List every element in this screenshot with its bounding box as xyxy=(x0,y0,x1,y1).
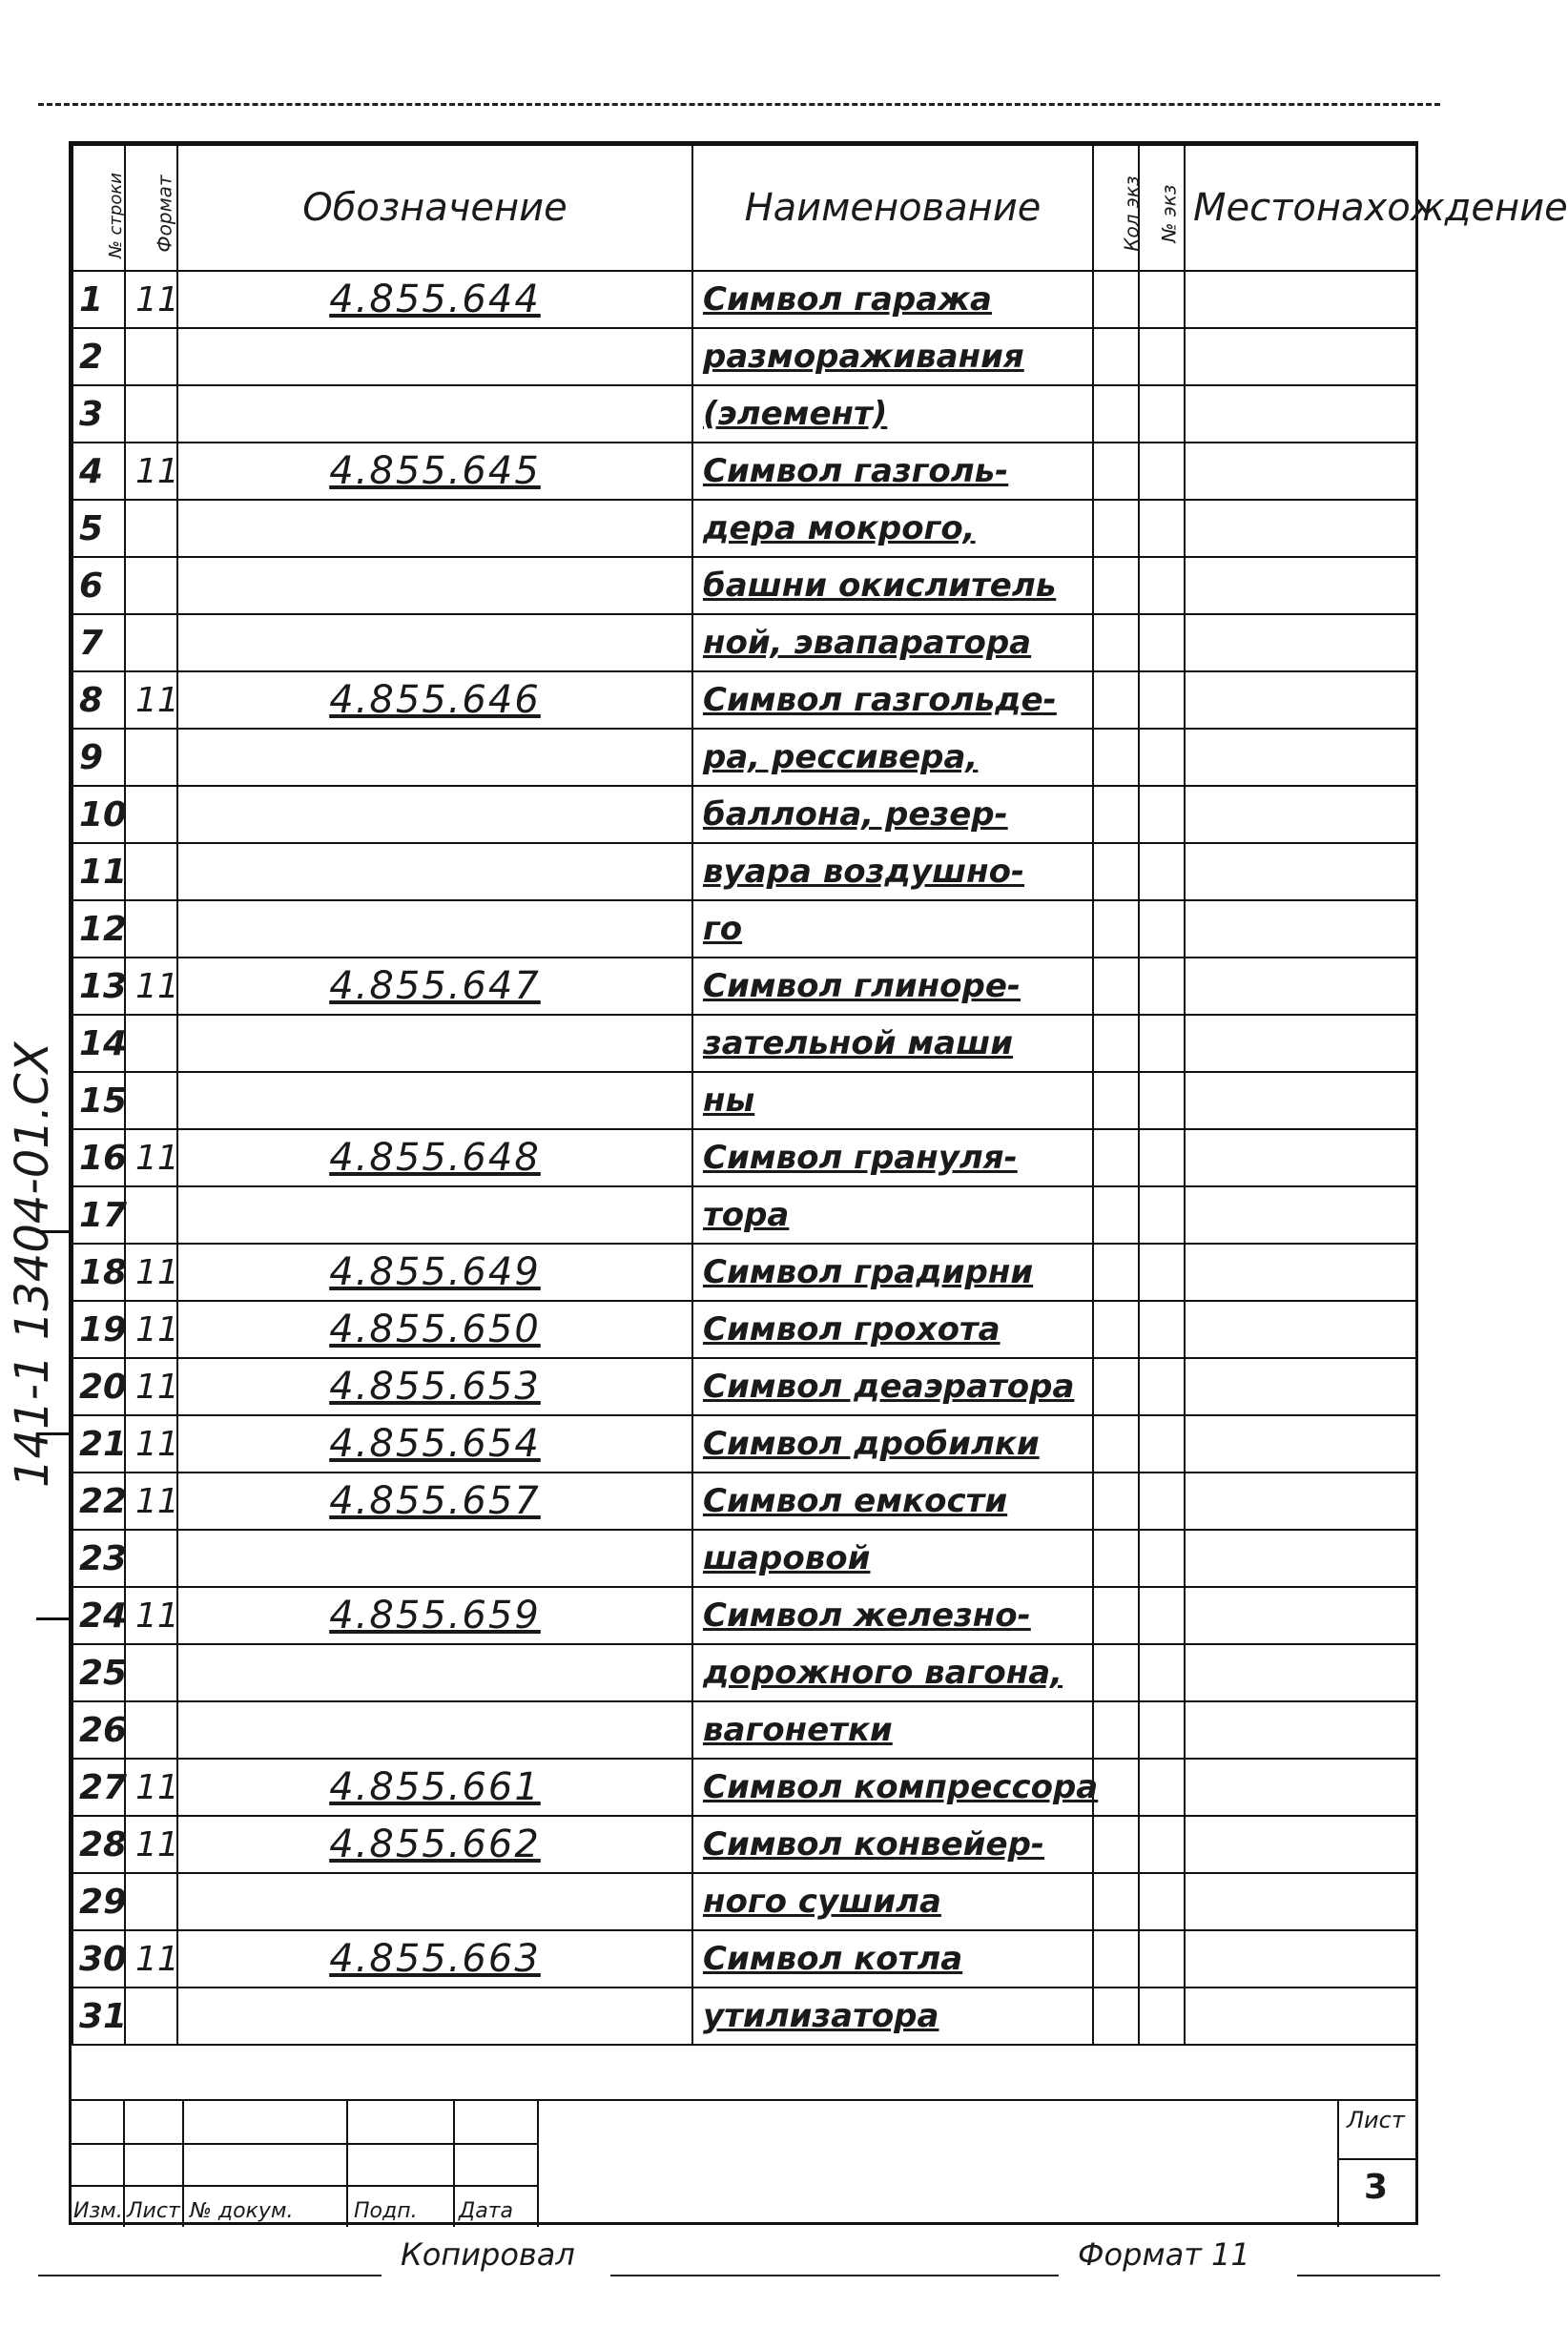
table-row xyxy=(72,1358,1416,1415)
specification-sheet xyxy=(69,141,1568,2225)
row-qty xyxy=(1093,1873,1139,1930)
row-qty xyxy=(1093,1988,1139,2045)
row-name: Символ грануля- xyxy=(692,1129,1093,1186)
row-format: 11 xyxy=(125,1816,177,1873)
row-name: ного сушила xyxy=(692,1873,1093,1930)
row-location xyxy=(1185,328,1416,385)
row-designation: 4.855.646 xyxy=(177,671,692,729)
row-designation: 4.855.644 xyxy=(177,271,692,328)
row-qty xyxy=(1093,500,1139,557)
row-number: 4 xyxy=(72,443,125,500)
row-number: 14 xyxy=(72,1015,125,1072)
row-location xyxy=(1185,614,1416,671)
row-format: 11 xyxy=(125,1358,177,1415)
row-location xyxy=(1185,1473,1416,1530)
row-location xyxy=(1185,1186,1416,1244)
table-row xyxy=(72,958,1416,1015)
table-row xyxy=(72,1244,1416,1301)
row-location xyxy=(1185,1759,1416,1816)
row-number: 19 xyxy=(72,1301,125,1358)
row-copy-no xyxy=(1139,1759,1185,1816)
row-qty xyxy=(1093,1701,1139,1759)
row-number: 22 xyxy=(72,1473,125,1530)
row-copy-no xyxy=(1139,1358,1185,1415)
row-name: Символ деаэратора xyxy=(692,1358,1093,1415)
row-copy-no xyxy=(1139,1244,1185,1301)
row-number: 5 xyxy=(72,500,125,557)
row-designation: 4.855.650 xyxy=(177,1301,692,1358)
footer-line xyxy=(1297,2275,1440,2276)
row-location xyxy=(1185,958,1416,1015)
row-number: 12 xyxy=(72,900,125,958)
row-location xyxy=(1185,1015,1416,1072)
stamp-date: Дата xyxy=(459,2199,513,2223)
row-location xyxy=(1185,1358,1416,1415)
row-format: 11 xyxy=(125,1587,177,1644)
row-name: вагонетки xyxy=(692,1701,1093,1759)
row-location xyxy=(1185,1129,1416,1186)
row-name: Символ газголь- xyxy=(692,443,1093,500)
header-location: Местонахождение xyxy=(1185,145,1416,271)
row-designation xyxy=(177,1530,692,1587)
row-designation xyxy=(177,328,692,385)
row-qty xyxy=(1093,843,1139,900)
row-number: 26 xyxy=(72,1701,125,1759)
row-location xyxy=(1185,500,1416,557)
row-location xyxy=(1185,271,1416,328)
row-qty xyxy=(1093,614,1139,671)
sheet-number-box xyxy=(1337,2101,1415,2227)
specification-table xyxy=(72,144,1568,2046)
table-row xyxy=(72,271,1416,328)
row-designation: 4.855.654 xyxy=(177,1415,692,1473)
row-designation: 4.855.659 xyxy=(177,1587,692,1644)
row-qty xyxy=(1093,1129,1139,1186)
row-name: вуара воздушно- xyxy=(692,843,1093,900)
row-number: 10 xyxy=(72,786,125,843)
row-name: размораживания xyxy=(692,328,1093,385)
row-location xyxy=(1185,786,1416,843)
row-designation: 4.855.661 xyxy=(177,1759,692,1816)
row-location xyxy=(1185,1244,1416,1301)
table-row xyxy=(72,1759,1416,1816)
row-location xyxy=(1185,1587,1416,1644)
row-designation xyxy=(177,1072,692,1129)
row-format: 11 xyxy=(125,1930,177,1988)
row-copy-no xyxy=(1139,1530,1185,1587)
row-number: 16 xyxy=(72,1129,125,1186)
table-row xyxy=(72,671,1416,729)
header-row xyxy=(72,145,1416,271)
row-copy-no xyxy=(1139,271,1185,328)
row-format xyxy=(125,557,177,614)
row-location xyxy=(1185,843,1416,900)
row-format xyxy=(125,900,177,958)
row-name: ной, эвапаратора xyxy=(692,614,1093,671)
header-format: Формат xyxy=(125,145,177,271)
stamp-sign: Подп. xyxy=(354,2199,418,2223)
row-number: 31 xyxy=(72,1988,125,2045)
row-copy-no xyxy=(1139,1873,1185,1930)
stamp-doc-no: № докум. xyxy=(190,2199,294,2223)
row-name: башни окислитель xyxy=(692,557,1093,614)
row-copy-no xyxy=(1139,958,1185,1015)
table-row xyxy=(72,1530,1416,1587)
table-row xyxy=(72,786,1416,843)
table-row xyxy=(72,1930,1416,1988)
row-qty xyxy=(1093,443,1139,500)
row-number: 9 xyxy=(72,729,125,786)
row-format xyxy=(125,843,177,900)
table-row xyxy=(72,1415,1416,1473)
row-format xyxy=(125,614,177,671)
sheet-number: 3 xyxy=(1364,2168,1389,2207)
row-qty xyxy=(1093,1186,1139,1244)
row-copy-no xyxy=(1139,1988,1185,2045)
table-row xyxy=(72,1873,1416,1930)
row-number: 23 xyxy=(72,1530,125,1587)
row-name: дера мокрого, xyxy=(692,500,1093,557)
row-number: 28 xyxy=(72,1816,125,1873)
row-designation: 4.855.648 xyxy=(177,1129,692,1186)
row-qty xyxy=(1093,385,1139,443)
row-location xyxy=(1185,443,1416,500)
row-copy-no xyxy=(1139,729,1185,786)
row-number: 30 xyxy=(72,1930,125,1988)
row-qty xyxy=(1093,328,1139,385)
row-number: 29 xyxy=(72,1873,125,1930)
row-format xyxy=(125,1530,177,1587)
row-copy-no xyxy=(1139,1015,1185,1072)
row-designation xyxy=(177,900,692,958)
row-designation xyxy=(177,614,692,671)
row-copy-no xyxy=(1139,1415,1185,1473)
table-row xyxy=(72,1186,1416,1244)
row-format xyxy=(125,1015,177,1072)
row-name: Символ газгольде- xyxy=(692,671,1093,729)
row-location xyxy=(1185,1873,1416,1930)
row-qty xyxy=(1093,1415,1139,1473)
row-copy-no xyxy=(1139,1701,1185,1759)
row-designation xyxy=(177,729,692,786)
row-copy-no xyxy=(1139,1644,1185,1701)
row-format: 11 xyxy=(125,1759,177,1816)
table-row xyxy=(72,1988,1416,2045)
row-format: 11 xyxy=(125,1473,177,1530)
row-number: 25 xyxy=(72,1644,125,1701)
side-archive-number: 141-1 13404-01.CX xyxy=(6,1041,59,1488)
row-number: 20 xyxy=(72,1358,125,1415)
row-format xyxy=(125,1873,177,1930)
row-qty xyxy=(1093,1358,1139,1415)
row-qty xyxy=(1093,1244,1139,1301)
row-designation: 4.855.649 xyxy=(177,1244,692,1301)
row-designation xyxy=(177,1701,692,1759)
row-copy-no xyxy=(1139,843,1185,900)
row-location xyxy=(1185,671,1416,729)
header-name: Наименование xyxy=(692,145,1093,271)
row-format xyxy=(125,1072,177,1129)
sheet-label: Лист xyxy=(1347,2107,1405,2133)
row-location xyxy=(1185,1301,1416,1358)
row-format: 11 xyxy=(125,1415,177,1473)
table-row xyxy=(72,1816,1416,1873)
row-copy-no xyxy=(1139,671,1185,729)
row-location xyxy=(1185,900,1416,958)
row-location xyxy=(1185,385,1416,443)
row-format: 11 xyxy=(125,271,177,328)
row-format: 11 xyxy=(125,443,177,500)
stamp-list: Лист xyxy=(127,2199,180,2223)
row-number: 15 xyxy=(72,1072,125,1129)
row-copy-no xyxy=(1139,385,1185,443)
row-designation: 4.855.645 xyxy=(177,443,692,500)
table-row xyxy=(72,1129,1416,1186)
row-name: ны xyxy=(692,1072,1093,1129)
row-number: 6 xyxy=(72,557,125,614)
stamp-izm: Изм. xyxy=(73,2199,123,2223)
row-copy-no xyxy=(1139,1816,1185,1873)
row-number: 21 xyxy=(72,1415,125,1473)
table-row xyxy=(72,443,1416,500)
row-number: 11 xyxy=(72,843,125,900)
row-format: 11 xyxy=(125,1244,177,1301)
row-number: 2 xyxy=(72,328,125,385)
table-row xyxy=(72,1072,1416,1129)
footer-line xyxy=(38,2275,382,2276)
table-row xyxy=(72,900,1416,958)
row-qty xyxy=(1093,1644,1139,1701)
row-location xyxy=(1185,1988,1416,2045)
row-location xyxy=(1185,1701,1416,1759)
row-copy-no xyxy=(1139,1587,1185,1644)
row-location xyxy=(1185,1530,1416,1587)
row-designation: 4.855.657 xyxy=(177,1473,692,1530)
row-copy-no xyxy=(1139,900,1185,958)
footer-copied: Копировал xyxy=(401,2236,575,2273)
row-qty xyxy=(1093,557,1139,614)
row-copy-no xyxy=(1139,1186,1185,1244)
row-designation xyxy=(177,1644,692,1701)
row-qty xyxy=(1093,729,1139,786)
row-format xyxy=(125,328,177,385)
row-format xyxy=(125,1701,177,1759)
row-name: шаровой xyxy=(692,1530,1093,1587)
row-designation: 4.855.653 xyxy=(177,1358,692,1415)
row-designation: 4.855.647 xyxy=(177,958,692,1015)
row-number: 17 xyxy=(72,1186,125,1244)
row-name: зательной маши xyxy=(692,1015,1093,1072)
row-designation: 4.855.663 xyxy=(177,1930,692,1988)
row-format xyxy=(125,1186,177,1244)
row-name: дорожного вагона, xyxy=(692,1644,1093,1701)
table-row xyxy=(72,729,1416,786)
row-name: Символ конвейер- xyxy=(692,1816,1093,1873)
top-dashed-line xyxy=(38,103,1440,106)
header-row-no: № строки xyxy=(72,145,125,271)
row-number: 3 xyxy=(72,385,125,443)
row-location xyxy=(1185,557,1416,614)
row-copy-no xyxy=(1139,1301,1185,1358)
row-format xyxy=(125,1988,177,2045)
row-location xyxy=(1185,1072,1416,1129)
table-row xyxy=(72,500,1416,557)
row-name: тора xyxy=(692,1186,1093,1244)
footer-line xyxy=(610,2275,1059,2276)
table-row xyxy=(72,1015,1416,1072)
row-qty xyxy=(1093,1759,1139,1816)
row-qty xyxy=(1093,1015,1139,1072)
row-name: ра, рессивера, xyxy=(692,729,1093,786)
row-copy-no xyxy=(1139,1129,1185,1186)
table-row xyxy=(72,1301,1416,1358)
table-row xyxy=(72,1644,1416,1701)
row-copy-no xyxy=(1139,614,1185,671)
row-name: утилизатора xyxy=(692,1988,1093,2045)
row-number: 7 xyxy=(72,614,125,671)
row-format xyxy=(125,1644,177,1701)
row-format xyxy=(125,385,177,443)
row-qty xyxy=(1093,1473,1139,1530)
row-name: Символ железно- xyxy=(692,1587,1093,1644)
row-designation xyxy=(177,1988,692,2045)
header-designation: Обозначение xyxy=(177,145,692,271)
row-copy-no xyxy=(1139,500,1185,557)
row-designation xyxy=(177,786,692,843)
table-row xyxy=(72,843,1416,900)
row-number: 27 xyxy=(72,1759,125,1816)
row-number: 1 xyxy=(72,271,125,328)
row-designation xyxy=(177,385,692,443)
table-row xyxy=(72,557,1416,614)
row-name: Символ дробилки xyxy=(692,1415,1093,1473)
row-name: Символ градирни xyxy=(692,1244,1093,1301)
row-qty xyxy=(1093,1072,1139,1129)
row-designation xyxy=(177,1873,692,1930)
footer-format: Формат 11 xyxy=(1078,2236,1250,2273)
row-qty xyxy=(1093,1816,1139,1873)
row-qty xyxy=(1093,1530,1139,1587)
row-designation xyxy=(177,557,692,614)
row-format xyxy=(125,729,177,786)
row-number: 13 xyxy=(72,958,125,1015)
row-designation xyxy=(177,1186,692,1244)
margin-tick xyxy=(36,1432,71,1435)
row-copy-no xyxy=(1139,1930,1185,1988)
header-copy-no: № экз xyxy=(1139,145,1185,271)
row-qty xyxy=(1093,900,1139,958)
row-name: Символ котла xyxy=(692,1930,1093,1988)
row-name: Символ гаража xyxy=(692,271,1093,328)
row-copy-no xyxy=(1139,443,1185,500)
row-qty xyxy=(1093,1587,1139,1644)
row-format xyxy=(125,500,177,557)
row-copy-no xyxy=(1139,328,1185,385)
row-qty xyxy=(1093,958,1139,1015)
row-location xyxy=(1185,1644,1416,1701)
row-format: 11 xyxy=(125,1301,177,1358)
row-number: 24 xyxy=(72,1587,125,1644)
header-qty: Кол экз xyxy=(1093,145,1139,271)
table-row xyxy=(72,385,1416,443)
row-qty xyxy=(1093,271,1139,328)
row-location xyxy=(1185,1415,1416,1473)
table-row xyxy=(72,328,1416,385)
row-copy-no xyxy=(1139,1072,1185,1129)
row-designation xyxy=(177,843,692,900)
row-format xyxy=(125,786,177,843)
row-name: Символ емкости xyxy=(692,1473,1093,1530)
row-designation xyxy=(177,500,692,557)
row-designation xyxy=(177,1015,692,1072)
row-qty xyxy=(1093,1301,1139,1358)
table-row xyxy=(72,614,1416,671)
row-location xyxy=(1185,729,1416,786)
row-number: 8 xyxy=(72,671,125,729)
table-row xyxy=(72,1701,1416,1759)
row-copy-no xyxy=(1139,1473,1185,1530)
title-block xyxy=(72,2099,1415,2227)
row-format: 11 xyxy=(125,958,177,1015)
row-location xyxy=(1185,1930,1416,1988)
margin-tick xyxy=(36,1617,71,1620)
row-name: Символ грохота xyxy=(692,1301,1093,1358)
row-designation: 4.855.662 xyxy=(177,1816,692,1873)
table-row xyxy=(72,1587,1416,1644)
row-format: 11 xyxy=(125,671,177,729)
row-name: баллона, резер- xyxy=(692,786,1093,843)
margin-tick xyxy=(36,1230,71,1233)
row-name: Символ глиноре- xyxy=(692,958,1093,1015)
row-name: Символ компрессора xyxy=(692,1759,1093,1816)
row-location xyxy=(1185,1816,1416,1873)
row-name: го xyxy=(692,900,1093,958)
row-name: (элемент) xyxy=(692,385,1093,443)
row-qty xyxy=(1093,671,1139,729)
row-number: 18 xyxy=(72,1244,125,1301)
row-format: 11 xyxy=(125,1129,177,1186)
row-copy-no xyxy=(1139,557,1185,614)
row-qty xyxy=(1093,1930,1139,1988)
row-qty xyxy=(1093,786,1139,843)
row-copy-no xyxy=(1139,786,1185,843)
table-row xyxy=(72,1473,1416,1530)
